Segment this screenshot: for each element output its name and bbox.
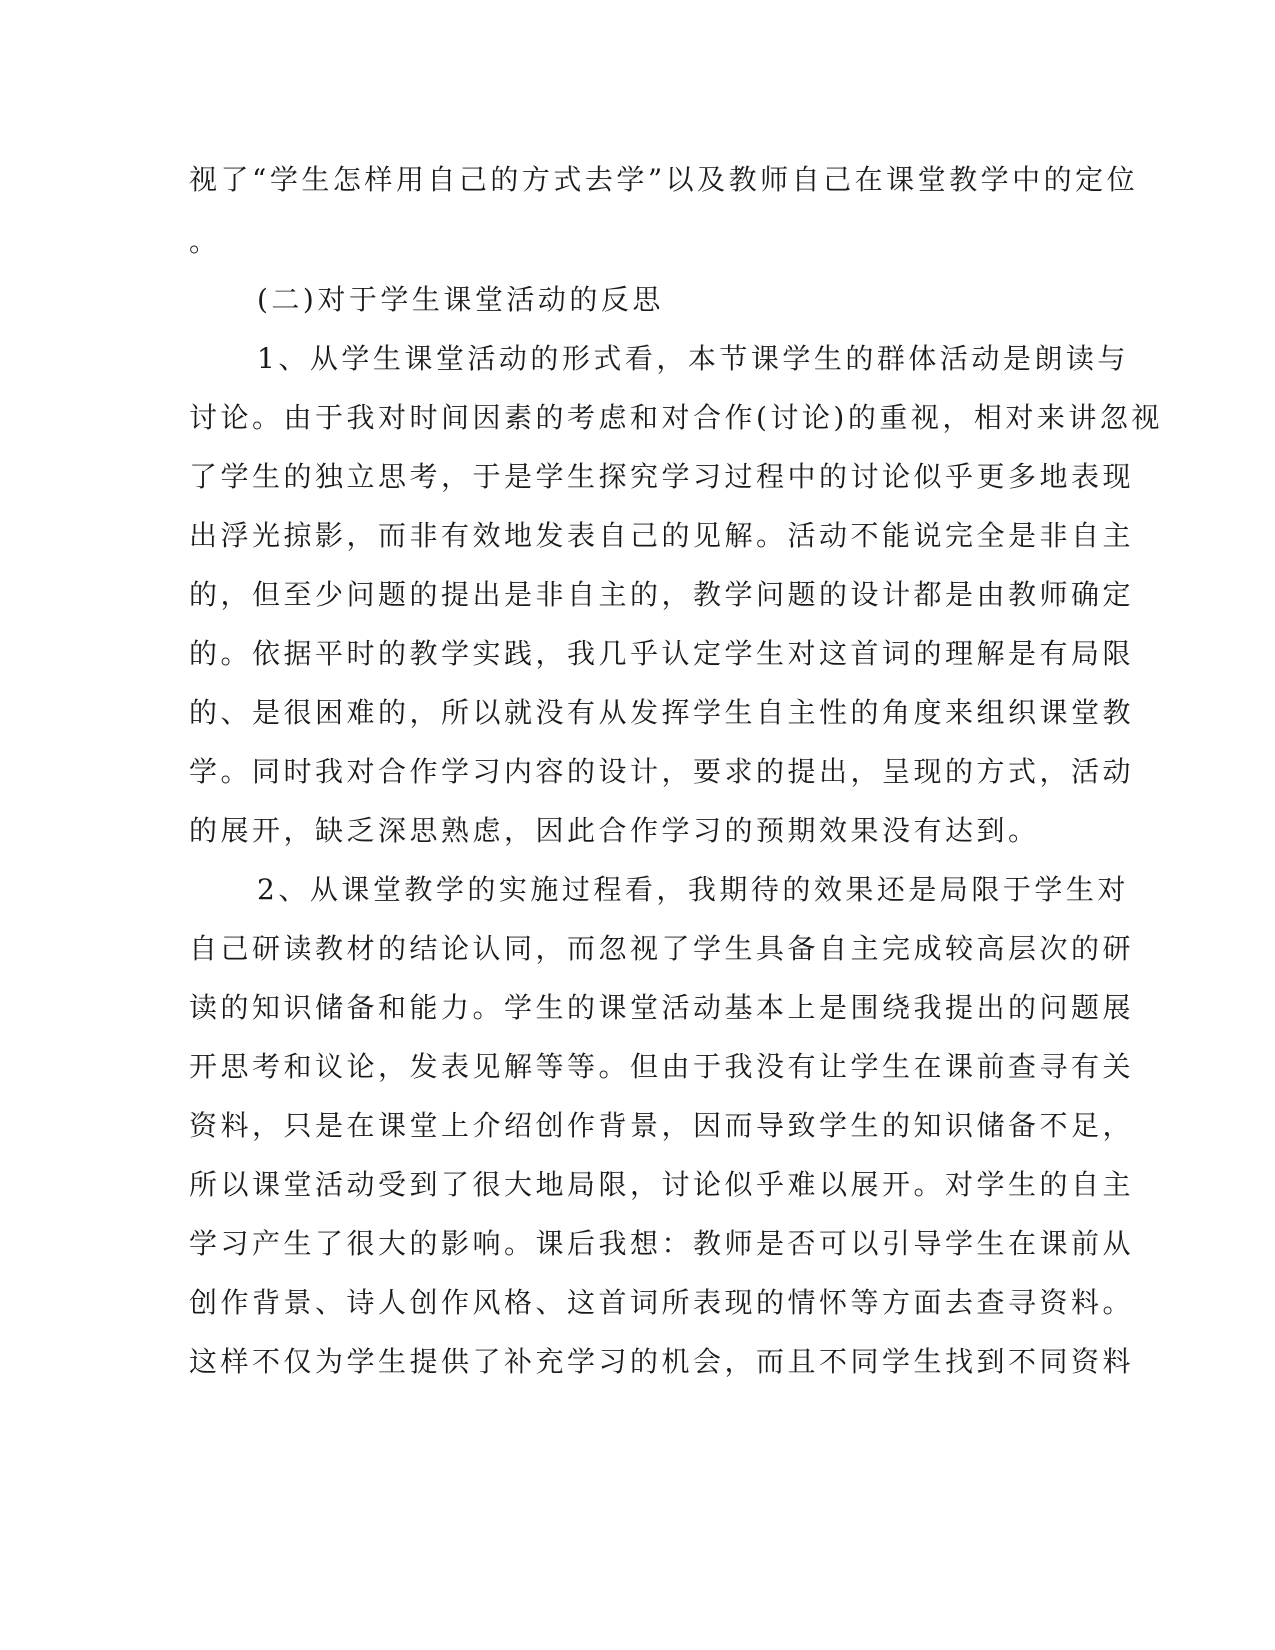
text-line: 的、是很困难的，所以就没有从发挥学生自主性的角度来组织课堂教 <box>189 696 1135 729</box>
text-line: 出浮光掠影，而非有效地发表自己的见解。活动不能说完全是非自主 <box>189 519 1135 552</box>
text-line: 开思考和议论，发表见解等等。但由于我没有让学生在课前查寻有关 <box>189 1050 1135 1083</box>
text-line: 2、从课堂教学的实施过程看，我期待的效果还是局限于学生对 <box>257 873 1129 906</box>
text-line: 的。依据平时的教学实践，我几乎认定学生对这首词的理解是有局限 <box>189 637 1135 670</box>
text-line: 创作背景、诗人创作风格、这首词所表现的情怀等方面去查寻资料。 <box>189 1286 1135 1319</box>
text-line: 。 <box>189 225 221 258</box>
text-line: 学。同时我对合作学习内容的设计，要求的提出，呈现的方式，活动 <box>189 755 1135 788</box>
text-line: 读的知识储备和能力。学生的课堂活动基本上是围绕我提出的问题展 <box>189 991 1135 1024</box>
text-line: 所以课堂活动受到了很大地局限，讨论似乎难以展开。对学生的自主 <box>189 1168 1135 1201</box>
text-line: 1、从学生课堂活动的形式看，本节课学生的群体活动是朗读与 <box>257 342 1129 375</box>
text-line: 资料，只是在课堂上介绍创作背景，因而导致学生的知识储备不足， <box>189 1109 1135 1142</box>
text-line: 这样不仅为学生提供了补充学习的机会，而且不同学生找到不同资料 <box>189 1345 1135 1378</box>
text-line: 的，但至少问题的提出是非自主的，教学问题的设计都是由教师确定 <box>189 578 1135 611</box>
section-heading: (二)对于学生课堂活动的反思 <box>257 283 664 316</box>
text-line: 视了“学生怎样用自己的方式去学”以及教师自己在课堂教学中的定位 <box>189 163 1139 196</box>
text-line: 自己研读教材的结论认同，而忽视了学生具备自主完成较高层次的研 <box>189 932 1135 965</box>
text-line: 的展开，缺乏深思熟虑，因此合作学习的预期效果没有达到。 <box>189 814 1040 847</box>
text-line: 讨论。由于我对时间因素的考虑和对合作(讨论)的重视，相对来讲忽视 <box>189 401 1163 434</box>
text-line: 学习产生了很大的影响。课后我想：教师是否可以引导学生在课前从 <box>189 1227 1135 1260</box>
text-line: 了学生的独立思考，于是学生探究学习过程中的讨论似乎更多地表现 <box>189 460 1135 493</box>
